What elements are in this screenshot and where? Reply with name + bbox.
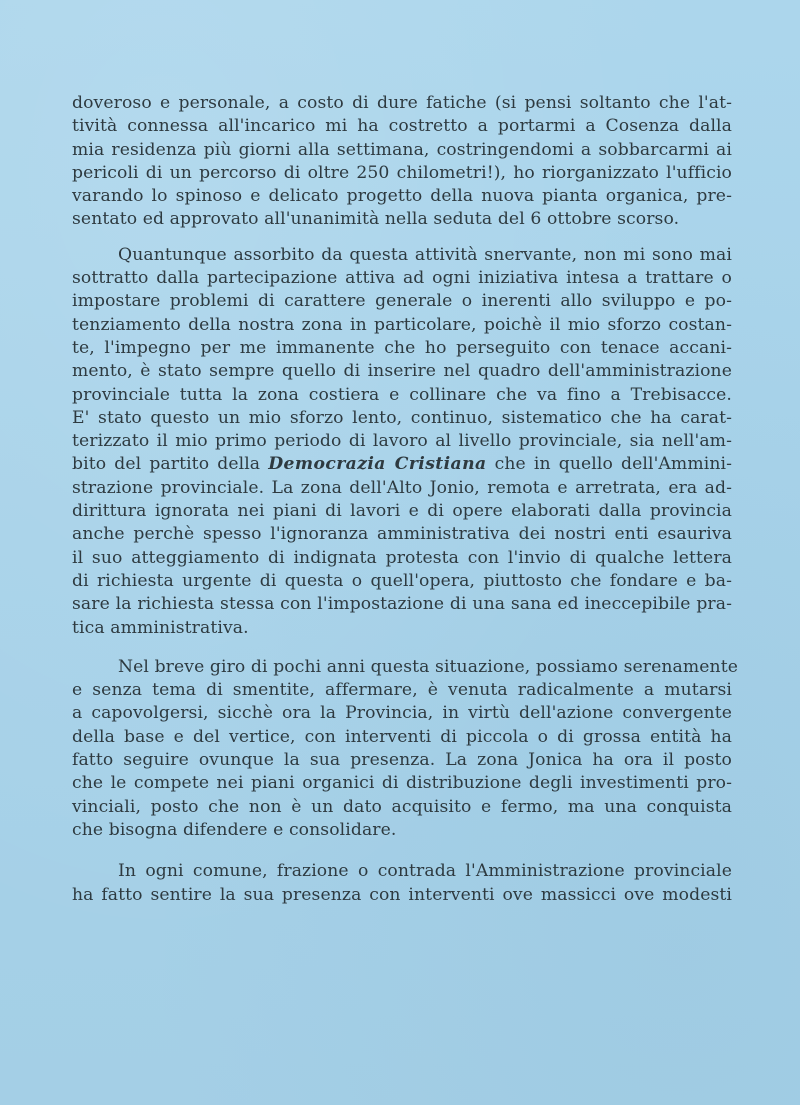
text-line: che bisogna difendere e consolidare. [72, 819, 397, 840]
text-line: Nel breve giro di pochi anni questa situazione, possiamo serenamente [118, 656, 738, 677]
text-line: ha fatto sentire la sua presenza con interventi ove massicci ove modesti [72, 884, 732, 905]
text-segment: bito del partito della [72, 454, 269, 475]
text-line: il suo atteggiamento di indignata protesta con l'invio di qualche lettera [72, 547, 732, 568]
paragraph-3 [72, 656, 738, 842]
text-line: che le compete nei piani organici di distribuzione degli investimenti pro- [72, 773, 732, 794]
text-line: della base e del vertice, con interventi di piccola o di grossa entità ha [72, 726, 732, 747]
text-line: te, l'impegno per me immanente che ho perseguito con tenace accani- [72, 337, 732, 358]
text-line: strazione provinciale. La zona dell'Alto Jonio, remota e arretrata, era ad- [72, 477, 732, 498]
text-line: sottratto dalla partecipazione attiva ad ogni iniziativa intesa a trattare o [72, 268, 732, 289]
text-line: vinciali, posto che non è un dato acquisito e fermo, ma una conquista [72, 796, 732, 817]
text-line-with-party-name [72, 453, 732, 476]
text-line: fatto seguire ovunque la sua presenza. La zona Jonica ha ora il posto [72, 750, 732, 771]
text-line: tenziamento della nostra zona in particolare, poichè il mio sforzo costan- [72, 314, 732, 335]
text-line: a capovolgersi, sicchè ora la Provincia, in virtù dell'azione convergente [72, 703, 732, 724]
text-line: sare la richiesta stessa con l'impostazione di una sana ed ineccepibile pra- [72, 594, 732, 615]
text-segment: che in quello dell'Ammini- [486, 454, 732, 475]
text-line: terizzato il mio primo periodo di lavoro al livello provinciale, sia nell'am- [72, 431, 732, 452]
text-line: mia residenza più giorni alla settimana, costringendomi a sobbarcarmi ai [72, 139, 732, 160]
paragraph-4 [72, 860, 732, 907]
text-line: E' stato questo un mio sforzo lento, continuo, sistematico che ha carat- [72, 407, 732, 428]
text-line: e senza tema di smentite, affermare, è venuta radicalmente a mutarsi [72, 680, 732, 701]
text-line: doveroso e personale, a costo di dure fatiche (si pensi soltanto che l'at- [72, 93, 732, 113]
text-line: anche perchè spesso l'ignoranza amministrativa dei nostri enti esauriva [72, 524, 732, 545]
party-name: Democrazia Cristiana [268, 454, 487, 475]
paragraph-1 [72, 92, 732, 232]
text-line: di richiesta urgente di questa o quell'opera, piuttosto che fondare e ba- [72, 570, 732, 591]
text-line: mento, è stato sempre quello di inserire nel quadro dell'amministrazione [72, 361, 732, 382]
text-line: Quantunque assorbito da questa attività snervante, non mi sono mai [118, 244, 732, 265]
text-line: varando lo spinoso e delicato progetto della nuova pianta organica, pre- [72, 186, 732, 207]
text-line: dirittura ignorata nei piani di lavori e di opere elaborati dalla provincia [72, 501, 732, 522]
text-line: impostare problemi di carattere generale o inerenti allo sviluppo e po- [72, 291, 732, 312]
text-line: In ogni comune, frazione o contrada l'Amministrazione provinciale [118, 861, 732, 882]
text-line: tica amministrativa. [72, 617, 249, 638]
text-line: pericoli di un percorso di oltre 250 chilometri!), ho riorganizzato l'ufficio [72, 162, 732, 183]
paragraph-2 [72, 244, 732, 640]
text-line: tività connessa all'incarico mi ha costretto a portarmi a Cosenza dalla [72, 116, 732, 137]
text-line: provinciale tutta la zona costiera e collinare che va fino a Trebisacce. [72, 384, 732, 405]
document-body [72, 92, 738, 907]
text-line: sentato ed approvato all'unanimità nella seduta del 6 ottobre scorso. [72, 209, 680, 230]
